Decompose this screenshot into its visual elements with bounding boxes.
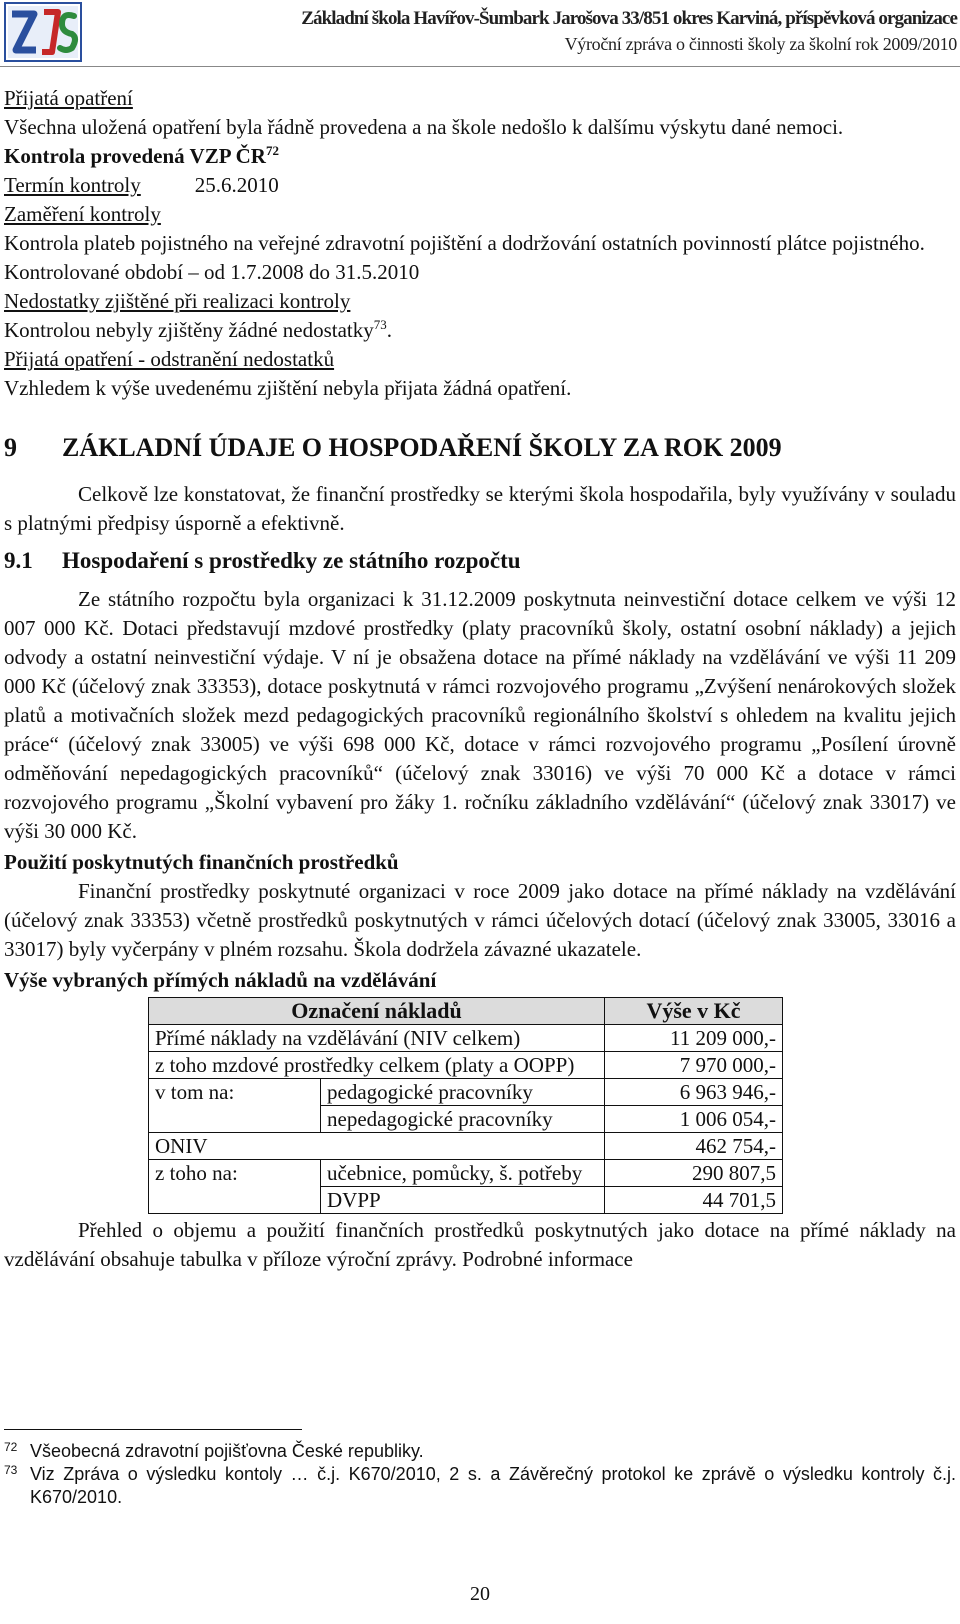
row-label: nepedagogické pracovníky — [321, 1106, 605, 1133]
section-9-heading — [4, 433, 956, 462]
usage-text: Finanční prostředky poskytnuté organizaci v roce 2009 jako dotace na přímé náklady na vzdělávání (účelový znak 33353) včetně prostředků poskytnutých v rámci účelových dotací (účelový znak 33005, 33016 a 33017) byly vyčerpány v plném rozsahu. Škola dodržela závazné ukazatele. — [4, 879, 956, 961]
row-value: 290 807,5 — [605, 1160, 783, 1187]
footnote-separator — [4, 1429, 302, 1430]
defects-label: Nedostatky zjištěné při realizaci kontroly — [4, 289, 351, 313]
section-9-title: ZÁKLADNÍ ÚDAJE O HOSPODAŘENÍ ŠKOLY ZA ROK 2009 — [62, 433, 782, 462]
school-logo — [4, 2, 82, 62]
row-label: pedagogické pracovníky — [321, 1079, 605, 1106]
section-9-1-title: Hospodaření s prostředky ze státního rozpočtu — [62, 548, 521, 573]
report-title: Výroční zpráva o činnosti školy za školní rok 2009/2010 — [564, 34, 957, 54]
focus-label: Zaměření kontroly — [4, 202, 161, 226]
section-9-1-number: 9.1 — [4, 548, 33, 573]
costs-table — [148, 997, 783, 1214]
table-title: Výše vybraných přímých nákladů na vzdělávání — [4, 968, 437, 992]
row-label: Přímé náklady na vzdělávání (NIV celkem) — [149, 1025, 605, 1052]
state-budget-paragraph: Ze státního rozpočtu byla organizaci k 31.12.2009 poskytnuta neinvestiční dotace celkem ve výši 12 007 000 Kč. Dotaci představují mzdové prostředky (platy pracovníků školy, ostatní osobní náklady) a jejich odvody a ostatní neinvestiční výdaje. V ní je obsažena dotace na přímé náklady na vzdělávání ve výši 11 209 000 Kč (účelový znak 33353), dotace poskytnutá v rámci rozvojového programu „Zvýšení nenárokových složek platů a motivačních složek mezd pedagogických pracovníků regionálního školství s ohledem na kvalitu jejich práce“ (účelový znak 33005) ve výši 698 000 Kč, dotace v rámci rozvojového programu „Posílení úrovně odměňování nepedagogických pracovníků“ (účelový znak 33016) ve výši 70 000 Kč a dotace v rámci rozvojového programu „Školní vybavení pro žáky 1. ročníku základního vzdělávání“ (účelový znak 33017) ve výši 30 000 Kč. — [4, 587, 956, 843]
footnote-text: Všeobecná zdravotní pojišťovna České republiky. — [30, 1441, 424, 1461]
focus-text: Kontrola plateb pojistného na veřejné zdravotní pojištění a dodržování ostatních povinností plátce pojistného. — [4, 231, 925, 255]
footnote-72 — [4, 1440, 956, 1463]
table-row — [149, 1052, 783, 1079]
row-label: DVPP — [321, 1187, 605, 1214]
row-label: ONIV — [149, 1133, 605, 1160]
section-9-number: 9 — [4, 433, 17, 462]
footnote-text: Viz Zpráva o výsledku kontoly … č.j. K670/2010, 2 s. a Závěrečný protokol ke zprávě o výsledku kontroly č.j. K670/2010. — [30, 1464, 956, 1507]
defects-text: Kontrolou nebyly zjištěny žádné nedostatky$^{73}$. — [4, 317, 392, 342]
table-row — [149, 1160, 783, 1187]
row-label: z toho mzdové prostředky celkem (platy a OOPP) — [149, 1052, 605, 1079]
page-header — [0, 0, 960, 80]
control-period: Kontrolované období – od 1.7.2008 do 31.5.2010 — [4, 260, 420, 284]
row-group-label: z toho na: — [149, 1160, 321, 1214]
table-row — [149, 1133, 783, 1160]
footnote-73 — [4, 1463, 956, 1509]
row-value: 11 209 000,- — [605, 1025, 783, 1052]
row-label: učebnice, pomůcky, š. potřeby — [321, 1160, 605, 1187]
usage-title: Použití poskytnutých finančních prostředků — [4, 850, 399, 874]
row-value: 462 754,- — [605, 1133, 783, 1160]
footnote-ref-73[interactable]: 73 — [373, 317, 387, 332]
section-9-1-heading — [4, 546, 956, 575]
vzp-title: Kontrola provedená VZP ČR$^{72}$ — [4, 143, 279, 168]
page-number: 20 — [470, 1583, 490, 1605]
overview-text: Přehled o objemu a použití finančních prostředků poskytnutých jako dotace na přímé náklady na vzdělávání obsahuje tabulka v příloze výroční zprávy. Podrobné informace — [4, 1218, 956, 1271]
header-cost-label: Označení nákladů — [149, 998, 605, 1025]
page-content — [4, 84, 956, 1274]
term-value: 25.6.2010 — [194, 173, 279, 197]
table-row — [149, 1025, 783, 1052]
row-value: 7 970 000,- — [605, 1052, 783, 1079]
vzp-term — [4, 171, 956, 200]
footnotes — [4, 1440, 956, 1509]
row-value: 44 701,5 — [605, 1187, 783, 1214]
costs-table-wrap — [4, 997, 956, 1214]
vzp-measures-label: Přijatá opatření - odstranění nedostatků — [4, 347, 335, 371]
header-amount: Výše v Kč — [605, 998, 783, 1025]
measures-text: Všechna uložená opatření byla řádně provedena a na škole nedošlo k dalšímu výskytu dané nemoci. — [4, 115, 844, 139]
table-row — [149, 1079, 783, 1106]
section-9-intro: Celkově lze konstatovat, že finanční prostředky se kterými škola hospodařila, byly využívány v souladu s platnými předpisy úsporně a efektivně. — [4, 482, 956, 535]
table-header-row — [149, 998, 783, 1025]
measures-label: Přijatá opatření — [4, 86, 133, 110]
row-value: 1 006 054,- — [605, 1106, 783, 1133]
footnote-number: 72 — [4, 1440, 18, 1454]
footnote-ref-72[interactable]: 72 — [265, 143, 279, 158]
row-group-label: v tom na: — [149, 1079, 321, 1133]
footnote-number: 73 — [4, 1463, 18, 1477]
school-name: Základní škola Havířov-Šumbark Jarošova 33/851 okres Karviná, příspěvková organizace — [301, 8, 957, 29]
header-divider — [0, 66, 960, 67]
term-label: Termín kontroly — [4, 173, 141, 197]
vzp-measures-text: Vzhledem k výše uvedenému zjištění nebyla přijata žádná opatření. — [4, 376, 572, 400]
row-value: 6 963 946,- — [605, 1079, 783, 1106]
